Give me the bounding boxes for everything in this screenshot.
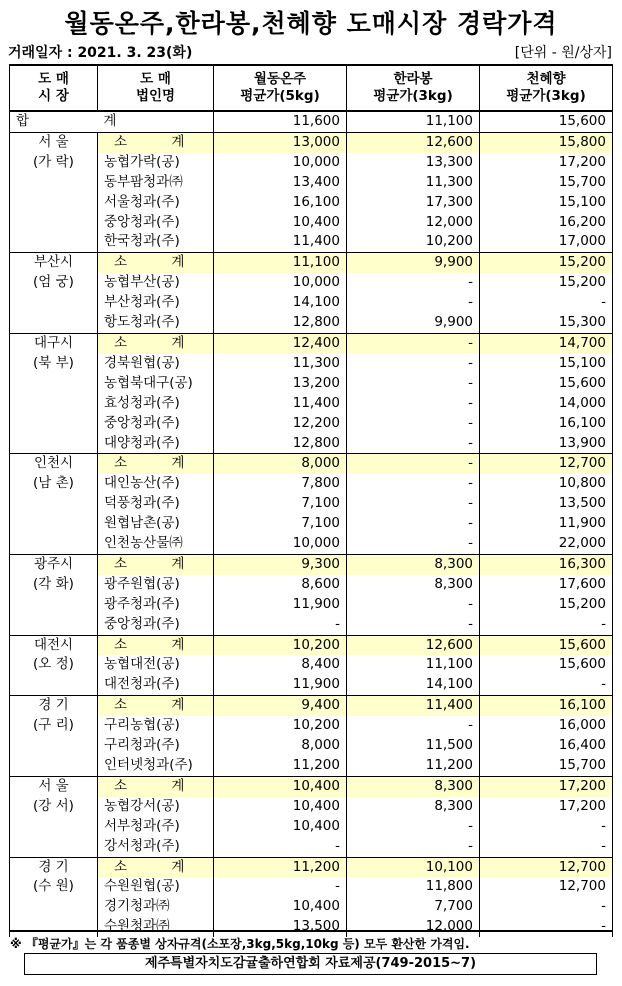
price-v3: - <box>480 817 613 837</box>
table-row <box>10 494 613 514</box>
price-v3: 15,200 <box>480 273 613 293</box>
price-v3: 15,600 <box>480 374 613 394</box>
table-row <box>10 837 613 857</box>
price-v1: 13,200 <box>214 374 347 394</box>
price-v2: - <box>347 514 480 534</box>
price-v3: 15,100 <box>480 193 613 213</box>
market-name: 인천시 (남 촌) <box>10 454 98 555</box>
price-v2: - <box>347 615 480 635</box>
price-v1: 7,100 <box>214 494 347 514</box>
price-v2: - <box>347 716 480 736</box>
header-col2: 한라봉 평균가(3kg) <box>347 65 480 111</box>
price-v2: - <box>347 474 480 494</box>
price-v2: 8,300 <box>347 797 480 817</box>
price-v2: - <box>347 333 480 353</box>
subtotal-label: 소 계 <box>98 132 214 152</box>
table-row <box>10 615 613 635</box>
price-v3: 15,100 <box>480 354 613 374</box>
corp-name: 농협강서(공) <box>98 797 214 817</box>
price-v3: 15,200 <box>480 253 613 273</box>
corp-name: 농협가락(공) <box>98 153 214 173</box>
corp-name: 한국청과(주) <box>98 232 214 252</box>
table-row <box>10 514 613 534</box>
table-row <box>10 232 613 252</box>
price-v2: 12,600 <box>347 132 480 152</box>
price-v1: 13,400 <box>214 173 347 193</box>
corp-name: 대인농산(주) <box>98 474 214 494</box>
price-v1: 9,300 <box>214 554 347 574</box>
market-name: 경 기 (수 원) <box>10 857 98 937</box>
price-v2: - <box>347 534 480 554</box>
total-v2: 11,100 <box>347 111 480 132</box>
price-v1: 13,500 <box>214 917 347 937</box>
corp-name: 중앙청과(주) <box>98 615 214 635</box>
price-v1: 12,200 <box>214 414 347 434</box>
price-v3: 15,700 <box>480 173 613 193</box>
price-v3: 15,800 <box>480 132 613 152</box>
table-row <box>10 534 613 554</box>
price-v1: 10,200 <box>214 635 347 655</box>
corp-name: 광주원협(공) <box>98 575 214 595</box>
table-row <box>10 655 613 675</box>
subtotal-row <box>10 454 613 474</box>
price-v3: 22,000 <box>480 534 613 554</box>
market-name: 대전시 (오 정) <box>10 635 98 696</box>
table-row <box>10 797 613 817</box>
subtotal-label: 소 계 <box>98 696 214 716</box>
price-v1: 10,200 <box>214 716 347 736</box>
price-v1: 10,400 <box>214 817 347 837</box>
price-v2: 11,200 <box>347 756 480 776</box>
corp-name: 원협남촌(공) <box>98 514 214 534</box>
price-v2: - <box>347 394 480 414</box>
subtotal-label: 소 계 <box>98 253 214 273</box>
price-v3: 13,900 <box>480 434 613 454</box>
table-row <box>10 153 613 173</box>
price-v3: 15,600 <box>480 635 613 655</box>
corp-name: 구리청과(주) <box>98 736 214 756</box>
market-name: 경 기 (구 리) <box>10 696 98 777</box>
subtotal-row <box>10 554 613 574</box>
price-v3: 17,600 <box>480 575 613 595</box>
corp-name: 동부팜청과㈜ <box>98 173 214 193</box>
market-name: 부산시 (엄 궁) <box>10 253 98 334</box>
table-row <box>10 374 613 394</box>
price-v3: 11,900 <box>480 514 613 534</box>
table-row <box>10 313 613 333</box>
price-v3: 15,700 <box>480 756 613 776</box>
subtotal-row <box>10 696 613 716</box>
price-v2: - <box>347 595 480 615</box>
price-v3: 14,000 <box>480 394 613 414</box>
price-v1: 10,000 <box>214 273 347 293</box>
corp-name: 대전청과(주) <box>98 675 214 695</box>
price-v2: - <box>347 273 480 293</box>
price-v3: - <box>480 917 613 937</box>
table-row <box>10 193 613 213</box>
price-v3: 13,500 <box>480 494 613 514</box>
price-v2: 10,200 <box>347 232 480 252</box>
price-v3: 17,200 <box>480 797 613 817</box>
corp-name: 경북원협(공) <box>98 354 214 374</box>
price-v3: 16,300 <box>480 554 613 574</box>
subtotal-row <box>10 253 613 273</box>
price-v1: 12,800 <box>214 434 347 454</box>
price-v1: - <box>214 615 347 635</box>
price-v1: 9,400 <box>214 696 347 716</box>
total-v1: 11,600 <box>214 111 347 132</box>
price-v2: - <box>347 454 480 474</box>
corp-name: 강서청과(주) <box>98 837 214 857</box>
market-name: 서 울 (가 락) <box>10 132 98 252</box>
price-v2: 10,100 <box>347 857 480 877</box>
table-row <box>10 434 613 454</box>
market-name: 대구시 (북 부) <box>10 333 98 453</box>
price-v1: 10,000 <box>214 153 347 173</box>
price-v1: 10,400 <box>214 776 347 796</box>
header-col3: 천혜향 평균가(3kg) <box>480 65 613 111</box>
price-v2: - <box>347 374 480 394</box>
price-v1: - <box>214 837 347 857</box>
price-v2: 12,000 <box>347 213 480 233</box>
table-row <box>10 213 613 233</box>
corp-name: 중앙청과(주) <box>98 414 214 434</box>
total-label: 합 계 <box>10 111 214 132</box>
corp-name: 서부청과(주) <box>98 817 214 837</box>
price-v1: 11,400 <box>214 394 347 414</box>
price-v2: 12,600 <box>347 635 480 655</box>
price-v2: 8,300 <box>347 776 480 796</box>
price-v3: 10,800 <box>480 474 613 494</box>
subtotal-label: 소 계 <box>98 554 214 574</box>
table-row <box>10 293 613 313</box>
price-v1: 7,100 <box>214 514 347 534</box>
price-v2: 11,300 <box>347 173 480 193</box>
table-header-row <box>10 65 613 111</box>
corp-name: 광주청과(주) <box>98 595 214 615</box>
price-v3: - <box>480 675 613 695</box>
corp-name: 효성청과(주) <box>98 394 214 414</box>
table-row <box>10 736 613 756</box>
price-v1: 11,400 <box>214 232 347 252</box>
price-v3: 14,700 <box>480 333 613 353</box>
subtotal-row <box>10 857 613 877</box>
table-row <box>10 414 613 434</box>
price-v2: 13,300 <box>347 153 480 173</box>
header-corp: 도 매 법인명 <box>98 65 214 111</box>
table-row <box>10 173 613 193</box>
price-v1: 8,600 <box>214 575 347 595</box>
price-v1: 11,200 <box>214 857 347 877</box>
price-v1: - <box>214 877 347 897</box>
table-row <box>10 716 613 736</box>
price-v2: 11,100 <box>347 655 480 675</box>
subtotal-row <box>10 635 613 655</box>
price-v3: - <box>480 293 613 313</box>
table-row <box>10 474 613 494</box>
corp-name: 수원원협(공) <box>98 877 214 897</box>
price-v1: 11,900 <box>214 675 347 695</box>
price-v3: 12,700 <box>480 877 613 897</box>
price-v2: 11,500 <box>347 736 480 756</box>
price-v3: - <box>480 837 613 857</box>
table-bottom-line <box>9 930 612 932</box>
price-v1: 7,800 <box>214 474 347 494</box>
price-v1: 11,200 <box>214 756 347 776</box>
corp-name: 인천농산물㈜ <box>98 534 214 554</box>
price-v2: 9,900 <box>347 313 480 333</box>
price-v2: - <box>347 293 480 313</box>
price-v1: 8,000 <box>214 454 347 474</box>
subtotal-row <box>10 333 613 353</box>
corp-name: 수원청과㈜ <box>98 917 214 937</box>
price-v2: 17,300 <box>347 193 480 213</box>
table-row <box>10 897 613 917</box>
price-v1: 11,300 <box>214 354 347 374</box>
price-v1: 10,400 <box>214 897 347 917</box>
price-v3: 16,000 <box>480 716 613 736</box>
price-v1: 13,000 <box>214 132 347 152</box>
price-v3: 15,200 <box>480 595 613 615</box>
price-v1: 16,100 <box>214 193 347 213</box>
price-v3: 15,600 <box>480 655 613 675</box>
table-row <box>10 756 613 776</box>
corp-name: 대양청과(주) <box>98 434 214 454</box>
market-name: 서 울 (강 서) <box>10 776 98 857</box>
table-row <box>10 575 613 595</box>
corp-name: 구리농협(공) <box>98 716 214 736</box>
price-v2: - <box>347 494 480 514</box>
corp-name: 중앙청과(주) <box>98 213 214 233</box>
total-row <box>10 111 613 132</box>
price-v1: 10,400 <box>214 797 347 817</box>
corp-name: 농협북대구(공) <box>98 374 214 394</box>
corp-name: 서울청과(주) <box>98 193 214 213</box>
corp-name: 부산청과(주) <box>98 293 214 313</box>
price-v2: - <box>347 817 480 837</box>
subtotal-label: 소 계 <box>98 857 214 877</box>
price-v1: 12,400 <box>214 333 347 353</box>
price-v1: 11,100 <box>214 253 347 273</box>
price-table <box>9 64 613 937</box>
subtotal-row <box>10 132 613 152</box>
header-market: 도 매 시 장 <box>10 65 98 111</box>
unit-label: [단위 - 원/상자] <box>514 45 612 61</box>
price-v2: 9,900 <box>347 253 480 273</box>
footnote: ※ 『평균가』는 각 품종별 상자규격(소포장,3kg,5kg,10kg 등) 모두 환산한 가격임. <box>10 937 470 951</box>
price-v3: 16,100 <box>480 696 613 716</box>
price-v1: 8,400 <box>214 655 347 675</box>
subtotal-label: 소 계 <box>98 635 214 655</box>
price-v3: 17,000 <box>480 232 613 252</box>
table-row <box>10 394 613 414</box>
page-title: 월동온주,한라봉,천혜향 도매시장 경락가격 <box>64 9 558 38</box>
corp-name: 인터넷청과(주) <box>98 756 214 776</box>
price-v2: 11,400 <box>347 696 480 716</box>
price-v1: 12,800 <box>214 313 347 333</box>
subtotal-label: 소 계 <box>98 454 214 474</box>
price-v3: 12,700 <box>480 857 613 877</box>
subtotal-label: 소 계 <box>98 333 214 353</box>
table-row <box>10 675 613 695</box>
table-row <box>10 354 613 374</box>
price-v2: 12,000 <box>347 917 480 937</box>
subtotal-row <box>10 776 613 796</box>
price-v2: 14,100 <box>347 675 480 695</box>
corp-name: 경기청과㈜ <box>98 897 214 917</box>
price-v3: 15,300 <box>480 313 613 333</box>
price-v3: 17,200 <box>480 776 613 796</box>
price-v1: 10,400 <box>214 213 347 233</box>
total-v3: 15,600 <box>480 111 613 132</box>
trade-date: 거래일자 : 2021. 3. 23(화) <box>8 45 193 61</box>
price-v1: 11,900 <box>214 595 347 615</box>
subtotal-label: 소 계 <box>98 776 214 796</box>
price-v2: 7,700 <box>347 897 480 917</box>
price-v2: 11,800 <box>347 877 480 897</box>
table-row <box>10 273 613 293</box>
table-row <box>10 817 613 837</box>
price-v2: - <box>347 837 480 857</box>
price-v3: 16,100 <box>480 414 613 434</box>
price-v2: - <box>347 434 480 454</box>
price-v2: 8,300 <box>347 554 480 574</box>
table-row <box>10 595 613 615</box>
price-v3: 16,200 <box>480 213 613 233</box>
price-v3: - <box>480 897 613 917</box>
price-v2: - <box>347 354 480 374</box>
price-v3: 12,700 <box>480 454 613 474</box>
corp-name: 덕풍청과(주) <box>98 494 214 514</box>
table-row <box>10 877 613 897</box>
price-v1: 14,100 <box>214 293 347 313</box>
corp-name: 항도청과(주) <box>98 313 214 333</box>
price-v3: 16,400 <box>480 736 613 756</box>
price-v3: - <box>480 615 613 635</box>
source-box: 제주특별자치도감귤출하연합회 자료제공(749-2015~7) <box>24 953 597 975</box>
header-col1: 월동온주 평균가(5kg) <box>214 65 347 111</box>
market-name: 광주시 (각 화) <box>10 554 98 635</box>
corp-name: 농협대전(공) <box>98 655 214 675</box>
price-v2: 8,300 <box>347 575 480 595</box>
price-v1: 10,000 <box>214 534 347 554</box>
price-v1: 8,000 <box>214 736 347 756</box>
price-v2: - <box>347 414 480 434</box>
price-v3: 17,200 <box>480 153 613 173</box>
corp-name: 농협부산(공) <box>98 273 214 293</box>
